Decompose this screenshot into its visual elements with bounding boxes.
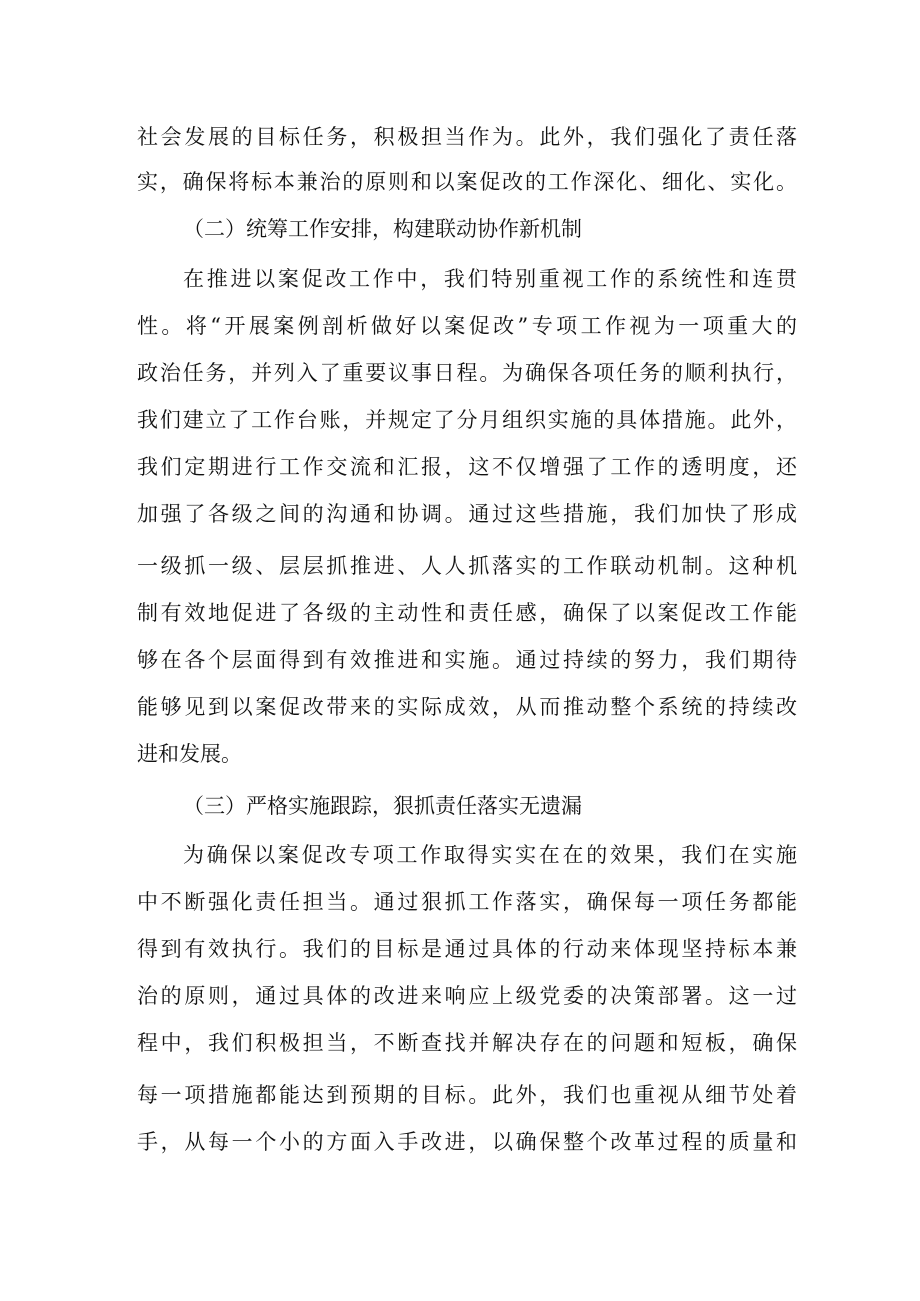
body-text-line: 够在各个层面得到有效推进和实施。通过持续的努力，我们期待	[137, 648, 797, 672]
body-text-line: 每一项措施都能达到预期的目标。此外，我们也重视从细节处着	[137, 1083, 797, 1107]
body-text-line: 为确保以案促改专项工作取得实实在在的效果，我们在实施	[183, 843, 797, 867]
body-text-line: 手，从每一个小的方面入手改进，以确保整个改革过程的质量和	[137, 1130, 797, 1154]
body-text-line: 在推进以案促改工作中，我们特别重视工作的系统性和连贯	[183, 267, 797, 291]
body-text-line: 得到有效执行。我们的目标是通过具体的行动来体现坚持标本兼	[137, 937, 797, 961]
body-text-line: 制有效地促进了各级的主动性和责任感，确保了以案促改工作能	[137, 601, 797, 625]
body-text-line: 加强了各级之间的沟通和协调。通过这些措施，我们加快了形成	[137, 502, 797, 526]
body-text-line: 中不断强化责任担当。通过狠抓工作落实，确保每一项任务都能	[137, 890, 797, 914]
body-text-line: 一级抓一级、层层抓推进、人人抓落实的工作联动机制。这种机	[137, 554, 797, 578]
body-text-line: 我们建立了工作台账，并规定了分月组织实施的具体措施。此外，	[137, 408, 797, 432]
body-text-line: 能够见到以案促改带来的实际成效，从而推动整个系统的持续改	[137, 695, 797, 719]
body-text-line: 性。将“开展案例剖析做好以案促改”专项工作视为一项重大的	[137, 314, 797, 338]
section-heading: （二）统筹工作安排，构建联动协作新机制	[183, 217, 582, 241]
body-text-line: 我们定期进行工作交流和汇报，这不仅增强了工作的透明度，还	[137, 455, 797, 479]
body-text-line: 进和发展。	[137, 742, 242, 766]
body-text-line: 政治任务，并列入了重要议事日程。为确保各项任务的顺利执行，	[137, 361, 797, 385]
section-heading: （三）严格实施跟踪，狠抓责任落实无遗漏	[183, 794, 582, 818]
body-text-line: 社会发展的目标任务，积极担当作为。此外，我们强化了责任落	[137, 125, 797, 149]
body-text-line: 治的原则，通过具体的改进来响应上级党委的决策部署。这一过	[137, 984, 797, 1008]
body-text-line: 实，确保将标本兼治的原则和以案促改的工作深化、细化、实化。	[137, 170, 797, 194]
body-text-line: 程中，我们积极担当，不断查找并解决存在的问题和短板，确保	[137, 1031, 797, 1055]
